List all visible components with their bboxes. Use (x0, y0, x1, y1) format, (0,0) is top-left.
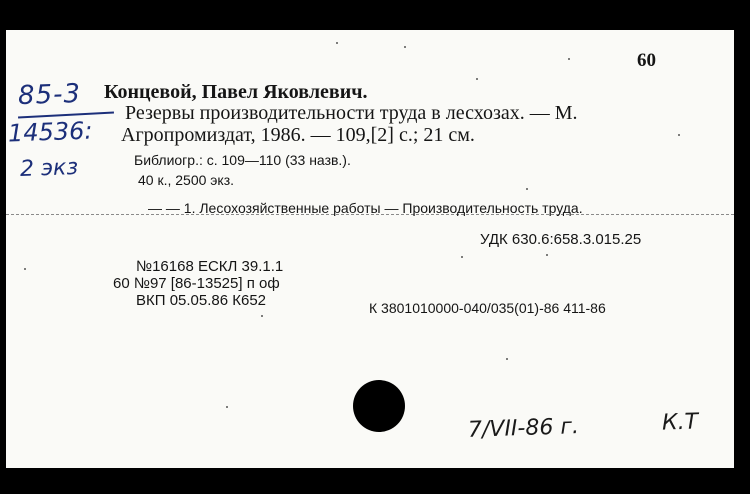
handwritten-corner-mark: К.Т (661, 409, 699, 436)
service-line-2: 60 №97 [86-13525] п оф (113, 275, 280, 292)
service-line-3: ВКП 05.05.86 К652 (136, 292, 267, 309)
price-print-run: 40 к., 2500 экз. (138, 172, 235, 188)
udk-classification: УДК 630.6:658.3.015.25 (480, 231, 642, 248)
author-heading: Концевой, Павел Яковлевич. (104, 81, 368, 103)
speck (546, 254, 548, 256)
title-line-1: Резервы производительности труда в лесхозах. — М. (125, 102, 578, 124)
service-line-1: №16168 ЕСКЛ 39.1.1 (136, 258, 284, 275)
speck (568, 58, 570, 60)
speck (678, 134, 680, 136)
speck (506, 358, 508, 360)
catalog-card (6, 30, 734, 468)
speck (336, 42, 338, 44)
subject-headings: — — 1. Лесохозяйственные работы — Производительность труда. (148, 200, 583, 216)
speck (404, 46, 406, 48)
handwritten-shelfmark-2: 14536: (7, 116, 93, 148)
publisher-code: К 3801010000-040/035(01)-86 411-86 (369, 300, 606, 316)
handwritten-date: 7/VII-86 г. (467, 414, 580, 443)
speck (461, 256, 463, 258)
speck (261, 315, 263, 317)
speck (526, 188, 528, 190)
speck (24, 268, 26, 270)
speck (476, 78, 478, 80)
card-number: 60 (637, 50, 656, 71)
speck (226, 406, 228, 408)
punch-hole (353, 380, 405, 432)
handwritten-shelfmark-1: 85-3 (17, 78, 82, 112)
title-line-2: Агропромиздат, 1986. — 109,[2] с.; 21 см. (121, 124, 475, 146)
bibliography-note: Библиогр.: с. 109—110 (33 назв.). (134, 152, 351, 168)
handwritten-copies: 2 экз (19, 154, 79, 183)
